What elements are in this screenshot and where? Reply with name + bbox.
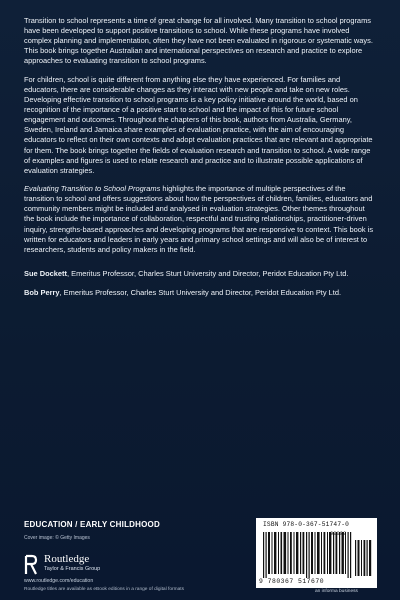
blurb xyxy=(24,16,376,306)
author-2-name: Bob Perry xyxy=(24,287,60,297)
publisher-name: Routledge xyxy=(44,553,90,565)
routledge-logo-icon xyxy=(24,554,38,576)
publisher-logo xyxy=(24,552,184,582)
isbn-barcode xyxy=(256,518,377,588)
blurb-paragraph-3-text: highlights the importance of multiple perspectives of the transition to school and offers suggestions about how the perspectives of children, families, educators and community members might be included and analysed in evaluation strategies. Other themes throughout the book include the importance of collaboration, respectful and trusting relationships, practitioner-driven inquiry, strengths-based approaches and developing programs that are responsive to context. This book is written for educators and leaders in early years and primary school settings and will also be of interest to researchers, students and policy makers in the field. xyxy=(24,184,374,254)
book-title-italic: Evaluating Transition to School Programs xyxy=(24,184,161,194)
author-1 xyxy=(24,269,376,279)
subject-category: EDUCATION / EARLY CHILDHOOD xyxy=(24,520,160,529)
ean-number: 9 780367 517670 xyxy=(259,578,325,585)
informa-tagline: an informa business xyxy=(315,589,358,594)
blurb-paragraph-3 xyxy=(24,184,376,255)
price-addon: 90000 xyxy=(330,531,347,537)
publisher-group: Taylor & Francis Group xyxy=(44,566,101,572)
author-2 xyxy=(24,288,376,298)
ebook-footnote: Routledge titles are available as eBook editions in a range of digital formats xyxy=(24,587,184,592)
cover-image-credit: Cover image: © Getty Images xyxy=(24,535,90,541)
blurb-paragraph-1: Transition to school represents a time of great change for all involved. Many transition to school programs have been developed to support positive transitions to school. While these programs have involved complex planning and implementation, often they have not been evaluated in rigorous or systematic ways. This book brings together Australian and international perspectives on research and practice to explore approaches to evaluating transition to school programs. xyxy=(24,16,373,66)
barcode-icon xyxy=(261,530,373,578)
blurb-paragraph-2: For children, school is quite different from anything else they have experienced. For families and educators, there are considerable changes as they interact with new people and take on new roles. Developing effective transition to school programs is a key policy initiative around the world, based on recognition of the importance of a positive start to school and the impact of this for future school engagement and outcomes. Throughout the chapters of this book, authors from Australia, Germany, Sweden, Ireland and Jamaica share examples of evaluation practice, with the aim of encouraging educators to reflect on their own contexts and adopt evaluation practices that are relevant and appropriate for them. The book brings together the fields of evaluation research and transition to school. A wide range of examples and figures is used to relate research and practice and to illustrate possible applications of evaluation strategies. xyxy=(24,74,373,175)
author-1-bio: , Emeritus Professor, Charles Sturt University and Director, Peridot Education Pty Ltd. xyxy=(66,269,349,279)
author-2-bio: , Emeritus Professor, Charles Sturt University and Director, Peridot Education Pty Ltd. xyxy=(59,287,342,297)
isbn-text: ISBN 978-0-367-51747-0 xyxy=(263,521,350,528)
author-1-name: Sue Dockett xyxy=(24,269,67,279)
publisher-url[interactable]: www.routledge.com/education xyxy=(24,578,94,584)
